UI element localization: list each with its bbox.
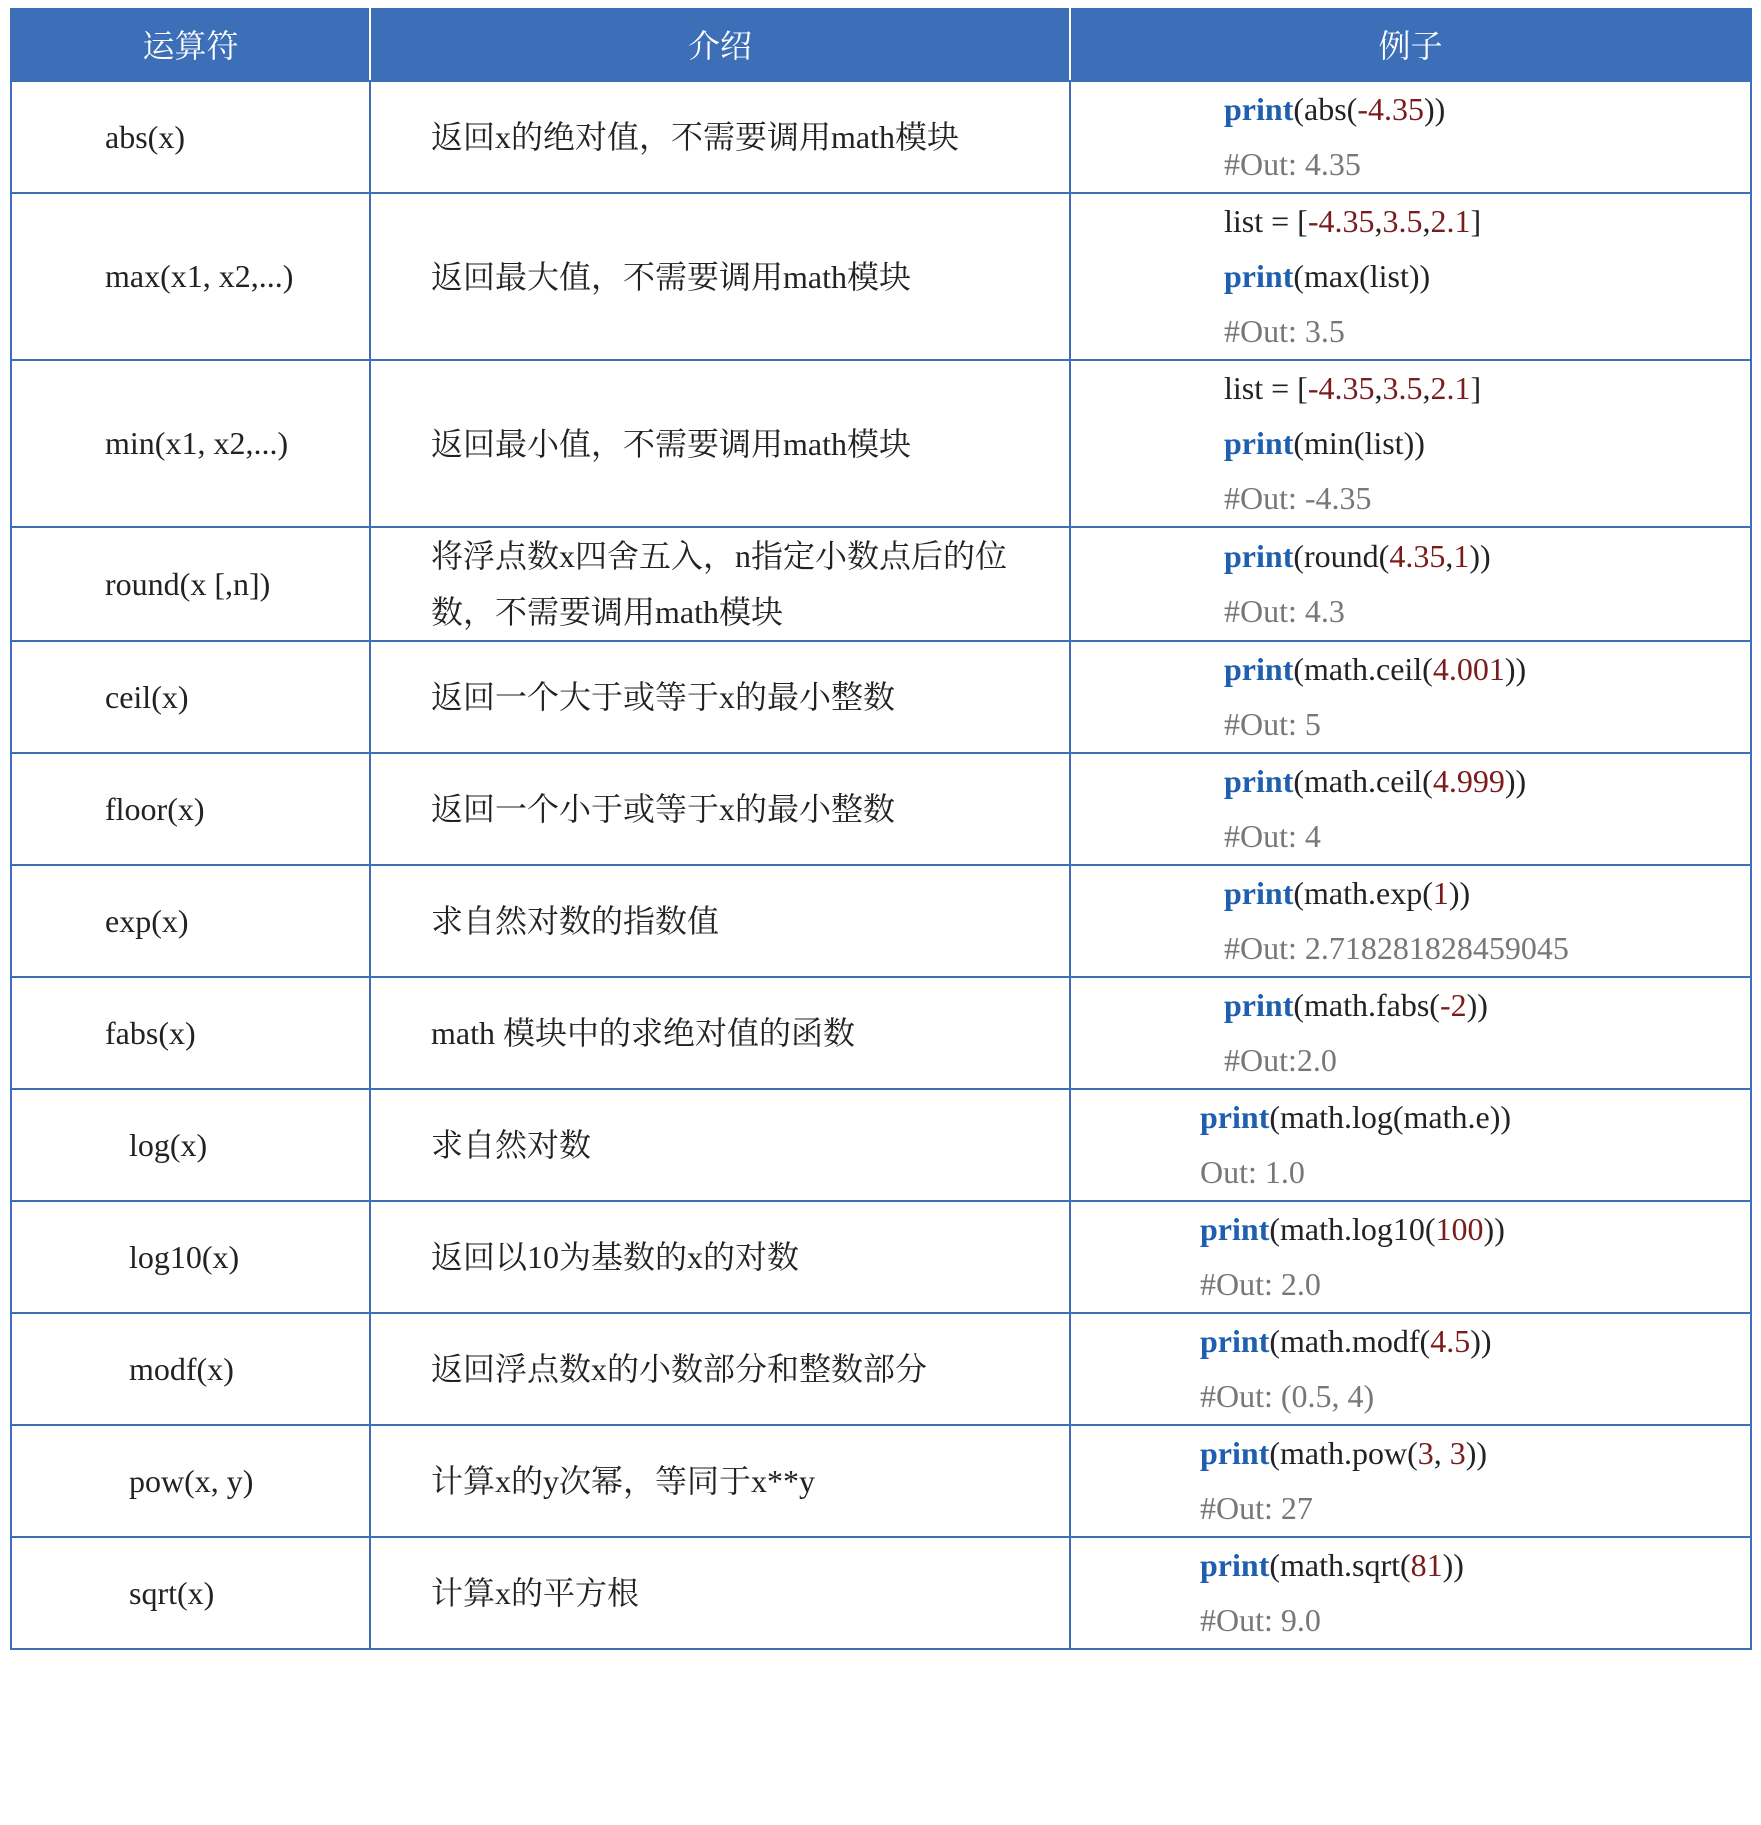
code-line (1224, 82, 1750, 137)
description-cell: 返回以10为基数的x的对数 (370, 1201, 1070, 1313)
example-cell (1070, 1537, 1751, 1649)
description-cell: 求自然对数 (370, 1089, 1070, 1201)
code-line (1224, 194, 1750, 249)
code-text: (math.log(math.e)) (1269, 1099, 1512, 1135)
code-keyword: print (1224, 258, 1294, 294)
operator-cell: exp(x) (11, 865, 370, 977)
code-keyword: print (1224, 987, 1294, 1023)
example-cell (1070, 977, 1751, 1089)
code-text: )) (1504, 763, 1527, 799)
table-row (11, 360, 1751, 527)
code-text: , (1422, 203, 1431, 239)
header-description: 介绍 (370, 8, 1070, 81)
example-cell (1070, 641, 1751, 753)
header-operator: 运算符 (11, 8, 370, 81)
table-body (11, 81, 1751, 1649)
code-text: (round( (1293, 538, 1390, 574)
code-line (1200, 1314, 1750, 1369)
code-text: )) (1483, 1211, 1505, 1247)
example-cell (1070, 865, 1751, 977)
code-output: #Out: 2.0 (1200, 1266, 1321, 1302)
description-cell: 返回一个大于或等于x的最小整数 (370, 641, 1070, 753)
example-cell (1070, 1089, 1751, 1201)
operator-cell: max(x1, x2,...) (11, 193, 370, 360)
code-output: #Out: 27 (1200, 1490, 1313, 1526)
code-line (1224, 642, 1750, 697)
table-row (11, 527, 1751, 641)
code-text: list = [ (1224, 370, 1308, 406)
code-text: (abs( (1293, 91, 1358, 127)
code-output: #Out: (0.5, 4) (1200, 1378, 1375, 1414)
operator-cell: min(x1, x2,...) (11, 360, 370, 527)
code-text: , (1374, 203, 1383, 239)
code-number: 3.5 (1382, 370, 1423, 406)
code-keyword: print (1224, 91, 1294, 127)
code-text: , (1445, 538, 1454, 574)
table-row (11, 1201, 1751, 1313)
code-output: #Out: -4.35 (1224, 480, 1372, 516)
code-number: -2 (1439, 987, 1467, 1023)
operator-cell: abs(x) (11, 81, 370, 193)
code-line (1200, 1538, 1750, 1593)
code-number: 4.999 (1432, 763, 1505, 799)
code-keyword: print (1224, 651, 1294, 687)
code-text: (max(list)) (1293, 258, 1431, 294)
code-keyword: print (1200, 1211, 1270, 1247)
operator-cell: ceil(x) (11, 641, 370, 753)
code-text: (math.pow( (1269, 1435, 1418, 1471)
code-output: Out: 1.0 (1200, 1154, 1305, 1190)
code-line (1224, 416, 1750, 471)
description-cell: 计算x的平方根 (370, 1537, 1070, 1649)
code-text: (math.sqrt( (1269, 1547, 1411, 1583)
code-text: ] (1470, 370, 1482, 406)
code-number: 2.1 (1430, 203, 1471, 239)
code-output: #Out: 2.718281828459045 (1224, 930, 1569, 966)
code-text: , (1422, 370, 1431, 406)
example-cell (1070, 527, 1751, 641)
code-text: )) (1504, 651, 1527, 687)
code-output: #Out: 4.35 (1224, 146, 1361, 182)
header-row (11, 8, 1751, 81)
example-cell (1070, 753, 1751, 865)
code-text: )) (1470, 1323, 1492, 1359)
code-line (1224, 754, 1750, 809)
table-row (11, 641, 1751, 753)
code-number: -4.35 (1307, 203, 1375, 239)
code-output: #Out: 5 (1224, 706, 1321, 742)
operator-cell: pow(x, y) (11, 1425, 370, 1537)
code-number: 4.001 (1432, 651, 1505, 687)
code-keyword: print (1224, 425, 1294, 461)
code-line (1200, 1090, 1750, 1145)
table-row (11, 865, 1751, 977)
example-cell (1070, 193, 1751, 360)
operator-cell: sqrt(x) (11, 1537, 370, 1649)
code-text: )) (1423, 91, 1446, 127)
code-output: #Out: 4 (1224, 818, 1321, 854)
code-text: (min(list)) (1293, 425, 1425, 461)
code-text: , (1433, 1435, 1450, 1471)
description-cell: 将浮点数x四舍五入，n指定小数点后的位数，不需要调用math模块 (370, 527, 1070, 641)
operator-cell: fabs(x) (11, 977, 370, 1089)
table-row (11, 1089, 1751, 1201)
code-keyword: print (1200, 1435, 1270, 1471)
code-text: , (1374, 370, 1383, 406)
description-cell: 求自然对数的指数值 (370, 865, 1070, 977)
code-keyword: print (1200, 1547, 1270, 1583)
description-cell: math 模块中的求绝对值的函数 (370, 977, 1070, 1089)
code-text: (math.modf( (1269, 1323, 1431, 1359)
code-keyword: print (1224, 763, 1294, 799)
operator-cell: log(x) (11, 1089, 370, 1201)
example-cell (1070, 81, 1751, 193)
code-keyword: print (1224, 538, 1294, 574)
table-row (11, 1313, 1751, 1425)
math-functions-table (10, 8, 1752, 1650)
example-cell (1070, 1313, 1751, 1425)
code-line (1224, 529, 1750, 584)
operator-cell: modf(x) (11, 1313, 370, 1425)
code-text: (math.ceil( (1293, 651, 1433, 687)
code-line (1224, 866, 1750, 921)
description-cell: 计算x的y次幂，等同于x**y (370, 1425, 1070, 1537)
code-number: 100 (1435, 1211, 1484, 1247)
description-cell: 返回一个小于或等于x的最小整数 (370, 753, 1070, 865)
code-number: -4.35 (1357, 91, 1424, 127)
code-line (1224, 361, 1750, 416)
code-output: #Out: 9.0 (1200, 1602, 1321, 1638)
code-number: 4.5 (1430, 1323, 1471, 1359)
code-number: 1 (1432, 875, 1449, 911)
code-number: 2.1 (1430, 370, 1471, 406)
code-output: #Out: 3.5 (1224, 313, 1345, 349)
operator-cell: floor(x) (11, 753, 370, 865)
code-text: )) (1466, 987, 1488, 1023)
code-output: #Out:2.0 (1224, 1042, 1337, 1078)
code-output: #Out: 4.3 (1224, 593, 1345, 629)
code-number: 3 (1417, 1435, 1434, 1471)
code-number: -4.35 (1307, 370, 1375, 406)
code-text: )) (1442, 1547, 1464, 1583)
description-cell: 返回浮点数x的小数部分和整数部分 (370, 1313, 1070, 1425)
code-number: 1 (1453, 538, 1470, 574)
table-row (11, 193, 1751, 360)
code-number: 3.5 (1382, 203, 1423, 239)
code-keyword: print (1200, 1323, 1270, 1359)
example-cell (1070, 360, 1751, 527)
description-cell: 返回最大值，不需要调用math模块 (370, 193, 1070, 360)
code-text: )) (1465, 1435, 1488, 1471)
code-number: 4.35 (1389, 538, 1446, 574)
description-cell: 返回最小值，不需要调用math模块 (370, 360, 1070, 527)
code-number: 3 (1449, 1435, 1466, 1471)
example-cell (1070, 1201, 1751, 1313)
code-text: (math.fabs( (1293, 987, 1440, 1023)
code-text: (math.exp( (1293, 875, 1433, 911)
code-text: (math.ceil( (1293, 763, 1433, 799)
code-line (1200, 1426, 1750, 1481)
code-line (1200, 1202, 1750, 1257)
code-keyword: print (1200, 1099, 1270, 1135)
header-example: 例子 (1070, 8, 1751, 81)
code-text: )) (1469, 538, 1491, 574)
table-row (11, 1425, 1751, 1537)
operator-cell: round(x [,n]) (11, 527, 370, 641)
table-row (11, 753, 1751, 865)
table-row (11, 1537, 1751, 1649)
code-text: list = [ (1224, 203, 1308, 239)
code-keyword: print (1224, 875, 1294, 911)
table-row (11, 977, 1751, 1089)
table-row (11, 81, 1751, 193)
operator-cell: log10(x) (11, 1201, 370, 1313)
description-cell: 返回x的绝对值，不需要调用math模块 (370, 81, 1070, 193)
code-text: )) (1448, 875, 1471, 911)
code-number: 81 (1410, 1547, 1443, 1583)
example-cell (1070, 1425, 1751, 1537)
code-text: (math.log10( (1269, 1211, 1436, 1247)
code-text: ] (1470, 203, 1482, 239)
code-line (1224, 249, 1750, 304)
code-line (1224, 978, 1750, 1033)
